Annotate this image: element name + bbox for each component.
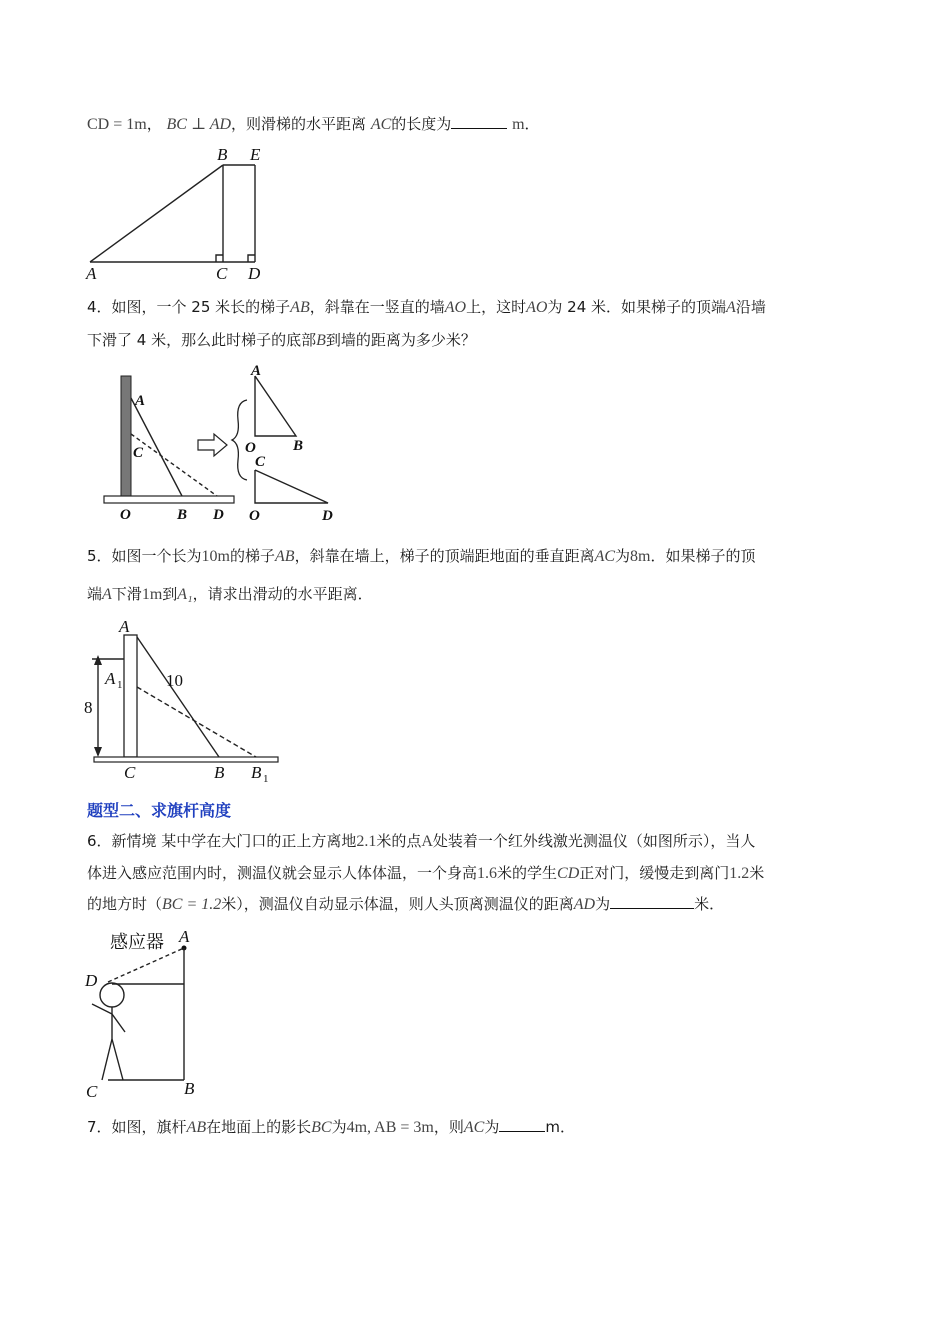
q3-label-e: E [250,145,261,164]
q3-line: CD = 1m， BC ⊥ AD，则滑梯的水平距离 AC的长度为 m． [87,115,540,133]
q6-line-3: 的地方时（BC = 1.2米），测温仪自动显示体温，则人头顶离测温仪的距离AD为 米． [87,895,725,913]
q4-label-a: A [135,393,146,409]
q5-label-a: A [119,617,130,636]
q3-figure [80,140,280,285]
q5-line-2: 端A下滑1m到A₁，请求出滑动的水平距离． [87,585,373,603]
q7-answer-blank [499,1117,545,1132]
q4-right-label-o: O [245,440,256,456]
q3-bc: BC ⊥ AD [166,116,232,133]
q6-answer-blank [610,894,694,909]
q4-label-o: O [120,507,131,523]
q6-label-c: C [86,1082,98,1101]
q4-right-label-d: D [322,508,333,524]
q5-label-b: B [214,763,225,782]
q3-label-c: C [216,264,228,283]
q5-label-a1: A [105,669,116,688]
q4-figure [100,360,350,525]
q4-right-label-b: B [293,438,304,454]
q4-label-b: B [177,507,188,523]
q4-right-label-o2: O [249,508,260,524]
q5-label-height: 8 [84,698,93,717]
q3-label-d: D [248,264,261,283]
q4-right-label-c: C [255,454,266,470]
q6-figure [80,922,220,1102]
q5-line-1: 5．如图一个长为10m的梯子AB，斜靠在墙上，梯子的顶端距地面的垂直距离AC为8m．如果梯子的顶 [87,547,756,565]
q5-label-b1: B [251,763,262,782]
q4-label-c: C [133,445,144,461]
q6-line-2: 体进入感应范围内时，测温仪就会显示人体体温，一个身高1.6米的学生CD正对门，缓慢走到离门1.2米 [87,864,765,882]
q6-label-b: B [184,1079,195,1098]
q3-label-b: B [217,145,228,164]
q3-answer-blank [451,114,507,129]
svg-text:1: 1 [263,773,269,785]
q6-label-a: A [179,927,190,946]
q4-line-1: 4．如图，一个 25 米长的梯子AB，斜靠在一竖直的墙AO上，这时AO为 24 米．如果梯子的顶端A沿墙 [87,298,766,316]
svg-text:1: 1 [117,679,123,691]
arrow-right-icon [198,434,227,456]
q4-right-label-a: A [251,363,262,379]
q3-cd: CD = 1m [87,116,147,133]
q4-line-2: 下滑了 4 米，那么此时梯子的底部B到墙的距离为多少米？ [87,331,476,349]
q6-line-1: 6．新情境 某中学在大门口的正上方离地2.1米的点A处装着一个红外线激光测温仪（如图所示），当人 [87,832,756,850]
q6-label-d: D [85,971,98,990]
q5-label-length: 10 [166,671,183,690]
q7-line: 7．如图，旗杆AB在地面上的影长BC为4m, AB = 3m，则AC为 m． [87,1118,575,1136]
q3-label-a: A [86,264,97,283]
q3-ac: AC [370,116,392,133]
q5-label-c: C [124,763,136,782]
q4-label-d: D [213,507,224,523]
q6-sensor-label: 感应器 [110,932,164,953]
q5-figure [80,615,290,785]
section-heading: 题型二、求旗杆高度 [87,801,232,820]
